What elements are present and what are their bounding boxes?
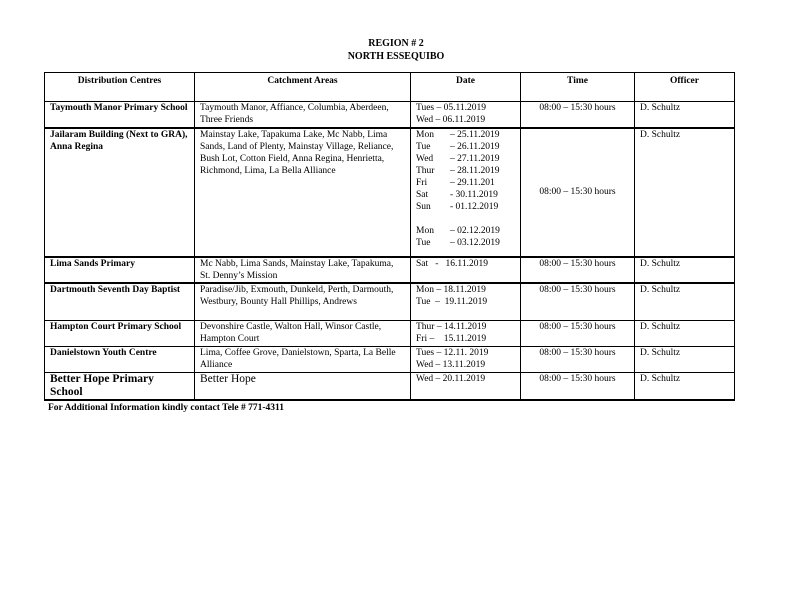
date-line: Tues – 12.11. 2019 bbox=[416, 348, 489, 358]
officer-cell: D. Schultz bbox=[635, 283, 735, 321]
date-day: Mon bbox=[416, 225, 434, 236]
date-value: – 03.12.2019 bbox=[450, 237, 500, 248]
date-line bbox=[416, 165, 515, 177]
date-value: – 28.11.2019 bbox=[450, 165, 500, 176]
date-line bbox=[416, 129, 515, 141]
table-row bbox=[45, 373, 735, 401]
column-header-catchment-areas: Catchment Areas bbox=[195, 73, 411, 102]
officer-cell: D. Schultz bbox=[635, 128, 735, 257]
officer-cell: D. Schultz bbox=[635, 257, 735, 283]
column-header-time: Time bbox=[521, 73, 635, 102]
date-line: Tues – 05.11.2019 bbox=[416, 103, 487, 113]
date-line bbox=[416, 237, 515, 249]
column-header-date: Date bbox=[411, 73, 521, 102]
column-header-officer: Officer bbox=[635, 73, 735, 102]
time-value: 08:00 – 15:30 hours bbox=[539, 187, 616, 197]
officer-cell: D. Schultz bbox=[635, 321, 735, 347]
date-line: Wed – 13.11.2019 bbox=[416, 360, 486, 370]
date-value: – 25.11.2019 bbox=[450, 129, 500, 140]
catchment-areas-cell: Mc Nabb, Lima Sands, Mainstay Lake, Tapakuma, St. Denny’s Mission bbox=[195, 257, 411, 283]
date-value: – 27.11.2019 bbox=[450, 153, 500, 164]
date-value: – 02.12.2019 bbox=[450, 225, 500, 236]
date-line bbox=[416, 141, 515, 153]
date-day: Tue bbox=[416, 237, 431, 248]
date-line: Tue – 19.11.2019 bbox=[416, 296, 488, 307]
date-day: Wed bbox=[416, 153, 434, 164]
catchment-areas-cell: Better Hope bbox=[195, 373, 411, 401]
date-value: - 01.12.2019 bbox=[450, 201, 499, 212]
area-title: NORTH ESSEQUIBO bbox=[347, 51, 445, 62]
distribution-centre-cell: Jailaram Building (Next to GRA), Anna Regina bbox=[45, 128, 195, 257]
date-cell bbox=[411, 102, 521, 128]
time-cell: 08:00 – 15:30 hours bbox=[521, 347, 635, 373]
region-title: REGION # 2 bbox=[368, 38, 424, 49]
distribution-centre-cell: Better Hope Primary School bbox=[45, 373, 195, 401]
date-cell bbox=[411, 321, 521, 347]
time-cell bbox=[521, 128, 635, 257]
date-line: Wed – 06.11.2019 bbox=[416, 115, 486, 125]
date-line bbox=[416, 153, 515, 165]
date-line: Sat - 16.11.2019 bbox=[416, 258, 488, 269]
officer-cell: D. Schultz bbox=[635, 102, 735, 128]
column-header-distribution-centres: Distribution Centres bbox=[45, 73, 195, 102]
distribution-centre-cell: Hampton Court Primary School bbox=[45, 321, 195, 347]
date-cell bbox=[411, 283, 521, 321]
distribution-centre-cell: Dartmouth Seventh Day Baptist bbox=[45, 283, 195, 321]
distribution-centre-cell: Danielstown Youth Centre bbox=[45, 347, 195, 373]
catchment-areas-cell: Mainstay Lake, Tapakuma Lake, Mc Nabb, Lima Sands, Land of Plenty, Mainstay Village, Reliance, Bush Lot, Cotton Field, Anna Regina, Henrietta, Richmond, Lima, La Bella Alliance bbox=[195, 128, 411, 257]
time-cell: 08:00 – 15:30 hours bbox=[521, 321, 635, 347]
date-line bbox=[416, 201, 515, 213]
date-line bbox=[416, 177, 515, 189]
contact-footer: For Additional Information kindly contact Tele # 771-4311 bbox=[48, 403, 285, 413]
date-value: – 29.11.201 bbox=[450, 177, 495, 188]
officer-cell: D. Schultz bbox=[635, 347, 735, 373]
catchment-areas-cell: Taymouth Manor, Affiance, Columbia, Aberdeen, Three Friends bbox=[195, 102, 411, 128]
date-day: Thur bbox=[416, 165, 435, 176]
date-value: - 30.11.2019 bbox=[450, 189, 498, 200]
time-cell: 08:00 – 15:30 hours bbox=[521, 373, 635, 401]
time-cell: 08:00 – 15:30 hours bbox=[521, 283, 635, 321]
table-row bbox=[45, 347, 735, 373]
table-row bbox=[45, 128, 735, 257]
date-line: Mon – 18.11.2019 bbox=[416, 284, 486, 295]
officer-cell: D. Schultz bbox=[635, 373, 735, 401]
table-header-row bbox=[45, 73, 735, 102]
table-row bbox=[45, 321, 735, 347]
time-cell: 08:00 – 15:30 hours bbox=[521, 102, 635, 128]
time-cell: 08:00 – 15:30 hours bbox=[521, 257, 635, 283]
date-cell bbox=[411, 257, 521, 283]
date-day: Sun bbox=[416, 201, 431, 212]
date-line bbox=[416, 225, 515, 237]
date-day: Tue bbox=[416, 141, 431, 152]
date-cell bbox=[411, 373, 521, 401]
table-row bbox=[45, 283, 735, 321]
date-line: Thur – 14.11.2019 bbox=[416, 322, 487, 332]
distribution-centre-cell: Taymouth Manor Primary School bbox=[45, 102, 195, 128]
date-line bbox=[416, 189, 515, 201]
date-value: – 26.11.2019 bbox=[450, 141, 500, 152]
date-day: Fri bbox=[416, 177, 428, 188]
date-day: Mon bbox=[416, 129, 434, 140]
date-day: Sat bbox=[416, 189, 429, 200]
catchment-areas-cell: Paradise/Jib, Exmouth, Dunkeld, Perth, Darmouth, Westbury, Bounty Hall Phillips, Andrews bbox=[195, 283, 411, 321]
catchment-areas-cell: Devonshire Castle, Walton Hall, Winsor Castle, Hampton Court bbox=[195, 321, 411, 347]
date-cell bbox=[411, 128, 521, 257]
table-row bbox=[45, 257, 735, 283]
table-row bbox=[45, 102, 735, 128]
distribution-schedule-table bbox=[44, 72, 735, 401]
distribution-centre-cell: Lima Sands Primary bbox=[45, 257, 195, 283]
catchment-areas-cell: Lima, Coffee Grove, Danielstown, Sparta, La Belle Alliance bbox=[195, 347, 411, 373]
date-cell bbox=[411, 347, 521, 373]
date-line: Fri – 15.11.2019 bbox=[416, 334, 487, 344]
date-line: Wed – 20.11.2019 bbox=[416, 374, 486, 384]
